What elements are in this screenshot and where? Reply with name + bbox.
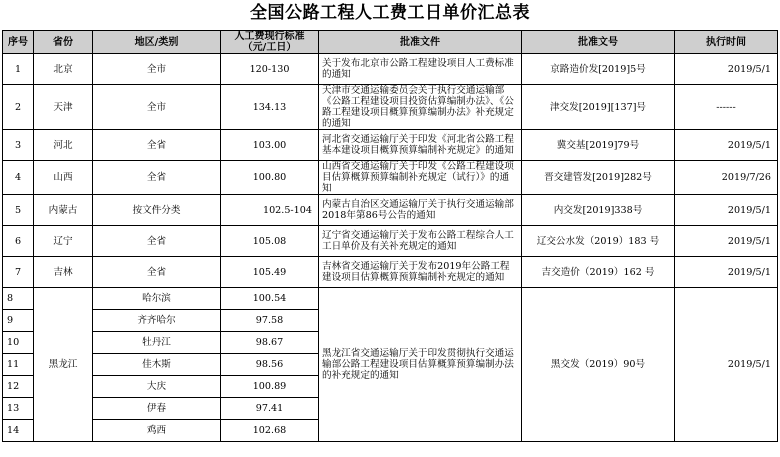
table-row [3,195,778,226]
cell-province: 内蒙古 [34,195,93,226]
cell-docno: 吉交造价（2019）162 号 [522,257,675,288]
cell-date: 2019/7/26 [675,161,778,195]
cell-doc: 内蒙古自治区交通运输厅关于执行交通运输部2018年第86号公告的通知 [319,195,522,226]
cell-region: 伊春 [93,398,221,420]
cell-rate: 102.68 [221,420,319,442]
cell-region: 全省 [93,130,221,161]
header-doc: 批准文件 [319,31,522,54]
cell-doc: 关于发布北京市公路工程建设项目人工费标准的通知 [319,54,522,85]
cell-province: 辽宁 [34,226,93,257]
cell-no: 7 [3,257,34,288]
cell-date: ------ [675,85,778,130]
header-no: 序号 [3,31,34,54]
cell-date: 2019/5/1 [675,130,778,161]
cell-doc: 河北省交通运输厅关于印发《河北省公路工程基本建设项目概算预算编制补充规定》的通知 [319,130,522,161]
cell-rate: 105.08 [221,226,319,257]
cell-no: 8 [3,288,34,310]
cell-region: 全省 [93,257,221,288]
cell-province: 天津 [34,85,93,130]
cell-rate: 97.58 [221,310,319,332]
cell-province: 吉林 [34,257,93,288]
header-province: 省份 [34,31,93,54]
cell-region: 哈尔滨 [93,288,221,310]
header-date: 执行时间 [675,31,778,54]
cell-region: 佳木斯 [93,354,221,376]
cell-rate: 100.80 [221,161,319,195]
cell-rate: 103.00 [221,130,319,161]
cell-rate: 102.5-104 [221,195,319,226]
cell-no: 13 [3,398,34,420]
cell-province: 山西 [34,161,93,195]
table-row [3,161,778,195]
header-rate: 人工费现行标准（元/工日） [221,31,319,54]
cell-docno: 晋交建管发[2019]282号 [522,161,675,195]
cell-no: 2 [3,85,34,130]
cell-date: 2019/5/1 [675,54,778,85]
cell-region: 牡丹江 [93,332,221,354]
cell-rate: 100.54 [221,288,319,310]
cell-province: 北京 [34,54,93,85]
cell-docno: 黑交发（2019）90号 [522,288,675,442]
cell-no: 5 [3,195,34,226]
cell-region: 齐齐哈尔 [93,310,221,332]
cell-no: 11 [3,354,34,376]
cell-docno: 津交发[2019][137]号 [522,85,675,130]
cell-doc: 吉林省交通运输厅关于发布2019年公路工程建设项目估算概算预算编制补充规定的通知 [319,257,522,288]
cell-doc: 黑龙江省交通运输厅关于印发贯彻执行交通运输部公路工程建设项目估算概算预算编制办法的补充规定的通知 [319,288,522,442]
table-row [3,85,778,130]
cell-doc: 天津市交通运输委员会关于执行交通运输部《公路工程建设项目投资估算编制办法》、《公路工程建设项目概算预算编制办法》补充规定的通知 [319,85,522,130]
header-docno: 批准文号 [522,31,675,54]
table-row [3,54,778,85]
cell-no: 10 [3,332,34,354]
cell-no: 1 [3,54,34,85]
cell-rate: 98.67 [221,332,319,354]
cell-date: 2019/5/1 [675,288,778,442]
header-region: 地区/类别 [93,31,221,54]
cell-docno: 京路造价发[2019]5号 [522,54,675,85]
cell-region: 全省 [93,161,221,195]
cell-rate: 100.89 [221,376,319,398]
cell-date: 2019/5/1 [675,226,778,257]
cell-rate: 97.41 [221,398,319,420]
page-title: 全国公路工程人工费工日单价汇总表 [250,3,530,23]
cell-no: 12 [3,376,34,398]
cell-rate: 105.49 [221,257,319,288]
wage-table [2,30,778,442]
cell-doc: 山西省交通运输厅关于印发《公路工程建设项目估算概算预算编制补充规定（试行）》的通知 [319,161,522,195]
cell-no: 9 [3,310,34,332]
cell-docno: 内交发[2019]338号 [522,195,675,226]
cell-no: 4 [3,161,34,195]
cell-docno: 辽交公水发（2019）183 号 [522,226,675,257]
cell-rate: 98.56 [221,354,319,376]
cell-province: 黑龙江 [34,288,93,442]
cell-doc: 辽宁省交通运输厅关于发布公路工程综合人工工日单价及有关补充规定的通知 [319,226,522,257]
table-row [3,257,778,288]
cell-no: 14 [3,420,34,442]
cell-date: 2019/5/1 [675,257,778,288]
cell-rate: 134.13 [221,85,319,130]
cell-region: 全市 [93,54,221,85]
cell-rate: 120-130 [221,54,319,85]
cell-no: 3 [3,130,34,161]
table-row [3,288,778,310]
cell-region: 按文件分类 [93,195,221,226]
table-row [3,130,778,161]
table-row [3,226,778,257]
cell-region: 全省 [93,226,221,257]
cell-date: 2019/5/1 [675,195,778,226]
cell-region: 全市 [93,85,221,130]
cell-docno: 冀交基[2019]79号 [522,130,675,161]
header-row [3,31,778,54]
cell-province: 河北 [34,130,93,161]
cell-region: 鸡西 [93,420,221,442]
cell-no: 6 [3,226,34,257]
cell-region: 大庆 [93,376,221,398]
